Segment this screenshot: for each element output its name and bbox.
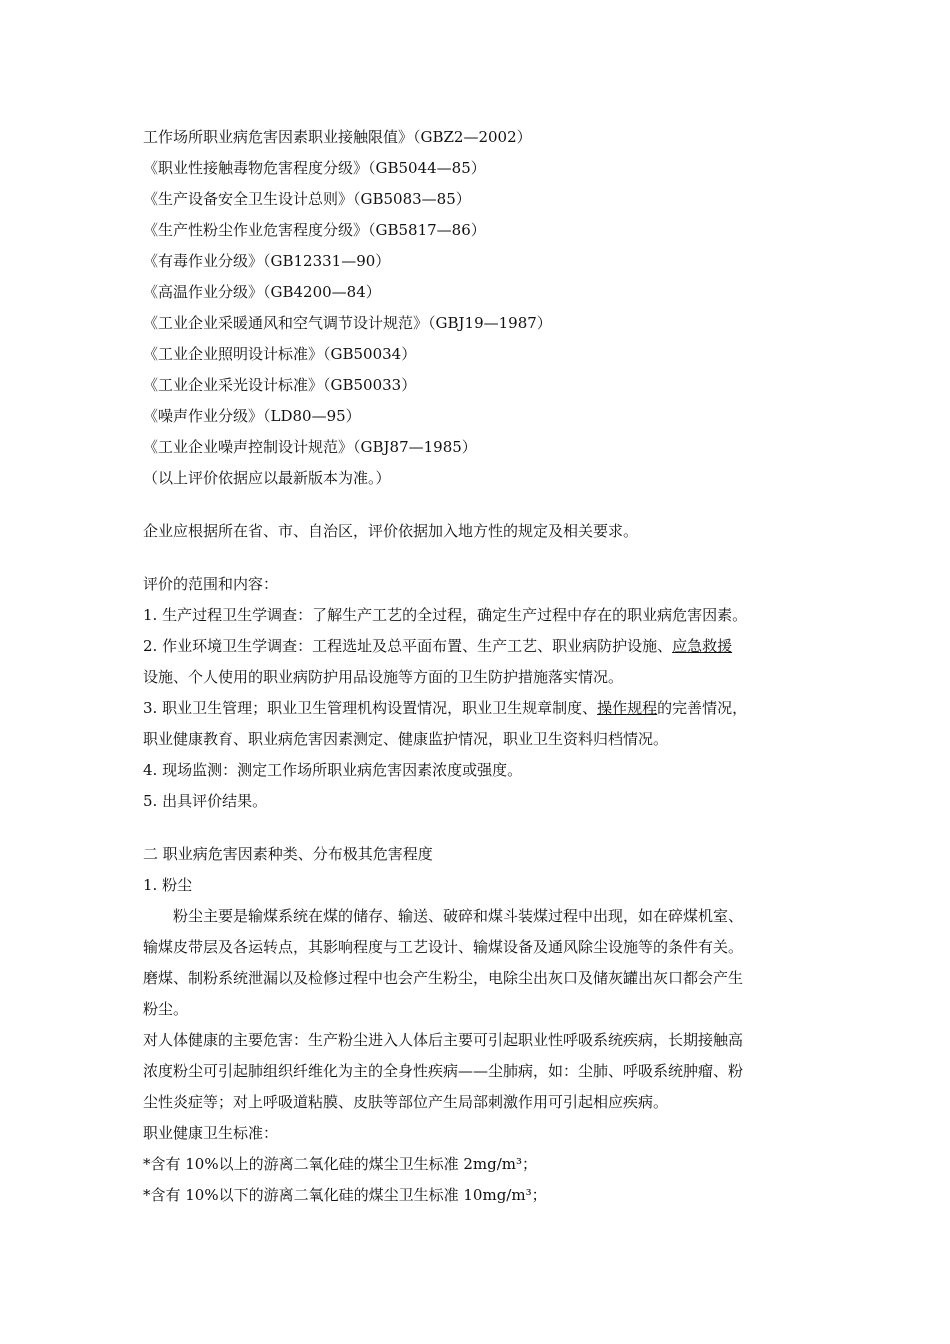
scope-item-1: 1. 生产过程卫生学调查：了解生产工艺的全过程，确定生产过程中存在的职业病危害因素。 [143,606,748,624]
health-standard-item: *含有 10%以上的游离二氧化硅的煤尘卫生标准 2mg/m³； [143,1155,538,1173]
scope-item-3-tail: 的完善情况， [657,699,748,717]
subsection-heading-dust: 1. 粉尘 [143,876,193,894]
standard-item: 《工业企业采暖通风和空气调节设计规范》（GBJ19—1987） [143,314,552,332]
standard-item: 工作场所职业病危害因素职业接触限值》（GBZ2—2002） [143,128,532,146]
standards-footnote: （以上评价依据应以最新版本为准。） [143,469,391,487]
health-standard-title: 职业健康卫生标准： [143,1124,279,1142]
local-requirements-note: 企业应根据所在省、市、自治区，评价依据加入地方性的规定及相关要求。 [143,522,639,540]
scope-section [143,569,813,817]
scope-item-2 [143,631,813,662]
health-hazard-line: 对人体健康的主要危害：生产粉尘进入人体后主要可引起职业性呼吸系统疾病，长期接触高 [143,1031,744,1049]
dust-paragraph-line: 粉尘。 [143,1000,189,1018]
health-standard-item: *含有 10%以下的游离二氧化硅的煤尘卫生标准 10mg/m³； [143,1186,547,1204]
standard-item: 《工业企业采光设计标准》（GB50033） [143,376,417,394]
standard-item: 《工业企业照明设计标准》（GB50034） [143,345,417,363]
scope-item-4: 4. 现场监测：测定工作场所职业病危害因素浓度或强度。 [143,761,523,779]
standard-item: 《工业企业噪声控制设计规范》（GBJ87—1985） [143,438,477,456]
standard-item: 《生产设备安全卫生设计总则》（GB5083—85） [143,190,471,208]
dust-paragraph-line: 粉尘主要是输煤系统在煤的储存、输送、破碎和煤斗装煤过程中出现，如在碎煤机室、 [173,907,744,925]
standard-item: 《生产性粉尘作业危害程度分级》（GB5817—86） [143,221,486,239]
scope-item-3-text: 3. 职业卫生管理；职业卫生管理机构设置情况，职业卫生规章制度、 [143,699,598,717]
scope-item-3 [143,693,813,724]
scope-title: 评价的范围和内容： [143,575,279,593]
hazard-section [143,839,813,1211]
scope-item-5: 5. 出具评价结果。 [143,792,268,810]
health-hazard-line: 浓度粉尘可引起肺组织纤维化为主的全身性疾病——尘肺病，如：尘肺、呼吸系统肿瘤、粉 [143,1062,744,1080]
operating-procedures-link[interactable]: 操作规程 [597,699,658,717]
standard-item: 《有毒作业分级》（GB12331—90） [143,252,391,270]
scope-item-3-cont: 职业健康教育、职业病危害因素测定、健康监护情况，职业卫生资料归档情况。 [143,730,669,748]
standard-item: 《噪声作业分级》（LD80—95） [143,407,361,425]
section-heading: 二 职业病危害因素种类、分布极其危害程度 [143,845,433,863]
scope-item-2-cont: 设施、个人使用的职业病防护用品设施等方面的卫生防护措施落实情况。 [143,668,624,686]
dust-paragraph-line: 输煤皮带层及各运转点，其影响程度与工艺设计、输煤设备及通风除尘设施等的条件有关。 [143,938,744,956]
emergency-rescue-link[interactable]: 应急救援 [672,637,733,655]
dust-paragraph-line: 磨煤、制粉系统泄漏以及检修过程中也会产生粉尘，电除尘出灰口及储灰罐出灰口都会产生 [143,969,744,987]
standards-list [143,122,813,494]
health-hazard-line: 尘性炎症等；对上呼吸道粘膜、皮肤等部位产生局部刺激作用可引起相应疾病。 [143,1093,669,1111]
scope-item-2-text: 2. 作业环境卫生学调查：工程选址及总平面布置、生产工艺、职业病防护设施、 [143,637,673,655]
document-body [143,122,813,1211]
standard-item: 《职业性接触毒物危害程度分级》（GB5044—85） [143,159,486,177]
standard-item: 《高温作业分级》（GB4200—84） [143,283,381,301]
